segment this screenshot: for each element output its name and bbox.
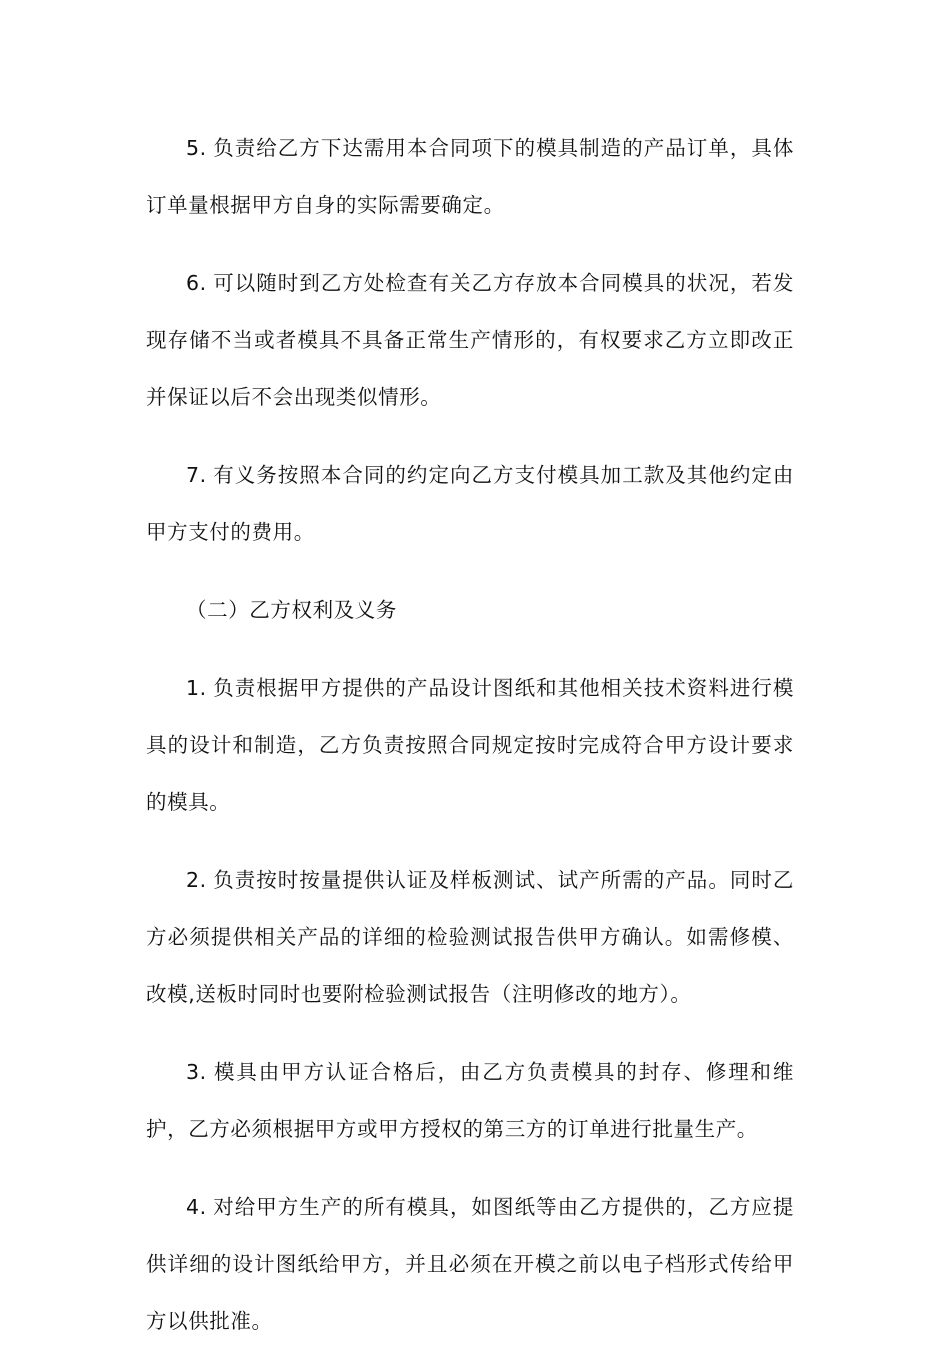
document-body [146,120,794,1371]
clause-number: 4. [186,1195,207,1219]
clause-text: 有义务按照本合同的约定向乙方支付模具加工款及其他约定由甲方支付的费用。 [146,463,794,544]
clause-text: 负责按时按量提供认证及样板测试、试产所需的产品。同时乙方必须提供相关产品的详细的检验测试报告供甲方确认。如需修模、改模,送板时同时也要附检验测试报告（注明修改的地方）。 [146,868,794,1006]
clause-number: 6. [186,271,207,295]
clause-paragraph [146,1179,794,1350]
clause-text: 可以随时到乙方处检查有关乙方存放本合同模具的状况，若发现存储不当或者模具不具备正常生产情形的，有权要求乙方立即改正并保证以后不会出现类似情形。 [146,271,794,409]
clause-number: 2. [186,868,207,892]
clause-paragraph [146,120,794,234]
clause-number: 1. [186,676,207,700]
section-heading: （二）乙方权利及义务 [186,598,397,622]
clause-number: 7. [186,463,207,487]
clause-number: 3. [186,1060,207,1084]
clause-text: 负责根据甲方提供的产品设计图纸和其他相关技术资料进行模具的设计和制造，乙方负责按照合同规定按时完成符合甲方设计要求的模具。 [146,676,794,814]
clause-paragraph [146,852,794,1023]
clause-text: 对给甲方生产的所有模具，如图纸等由乙方提供的，乙方应提供详细的设计图纸给甲方，并且必须在开模之前以电子档形式传给甲方以供批准。 [146,1195,794,1333]
clause-number: 5. [186,136,207,160]
clause-text: 负责给乙方下达需用本合同项下的模具制造的产品订单，具体订单量根据甲方自身的实际需要确定。 [146,136,794,217]
clause-text: 模具由甲方认证合格后，由乙方负责模具的封存、修理和维护，乙方必须根据甲方或甲方授权的第三方的订单进行批量生产。 [146,1060,794,1141]
clause-paragraph [146,255,794,426]
clause-paragraph [146,447,794,561]
clause-paragraph [146,660,794,831]
clause-paragraph [146,1044,794,1158]
